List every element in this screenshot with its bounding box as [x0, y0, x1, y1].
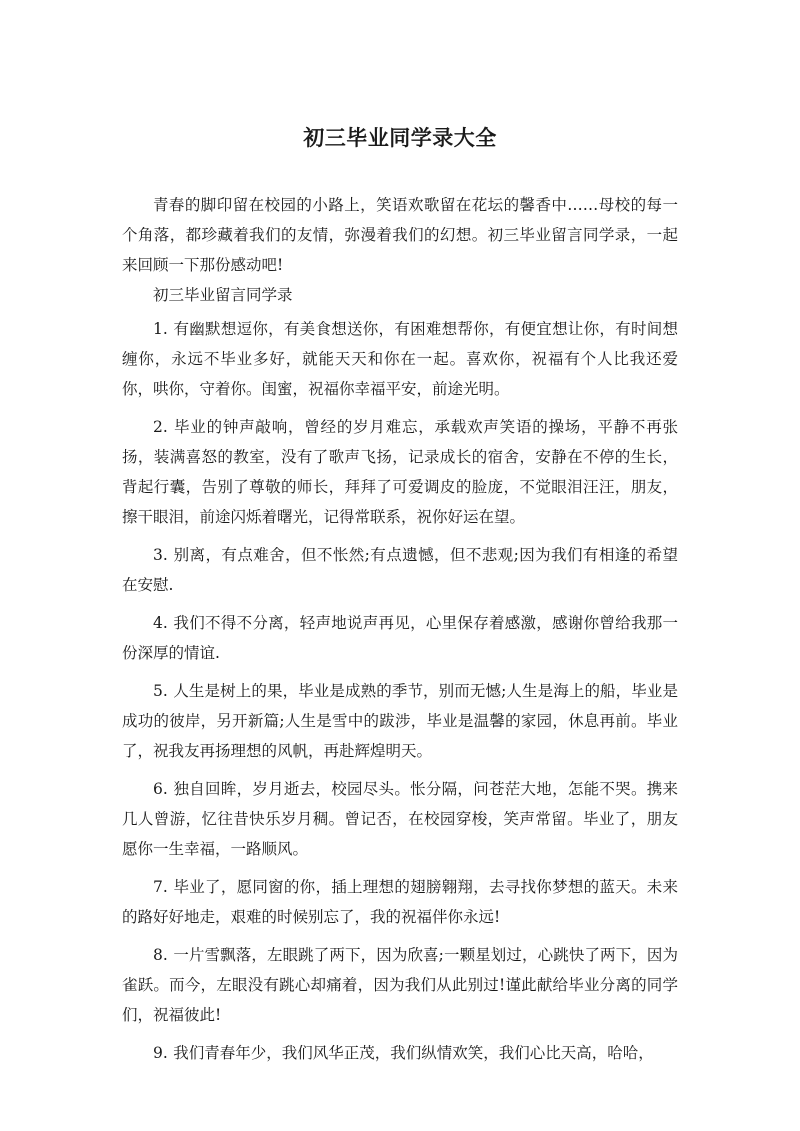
- item-text: 毕业了，愿同窗的你，插上理想的翅膀翱翔，去寻找你梦想的蓝天。未来的路好好地走，艰难的时候别忘了，我的祝福伴你永远!: [122, 878, 678, 926]
- list-item: [122, 774, 678, 864]
- item-text: 我们不得不分离，轻声地说声再见，心里保存着感激，感谢你曾给我那一份深厚的情谊.: [122, 614, 678, 662]
- item-number: 8.: [153, 946, 168, 964]
- item-text: 有幽默想逗你，有美食想送你，有困难想帮你，有便宜想让你，有时间想缠你，永远不毕业多好，就能天天和你在一起。喜欢你，祝福有个人比我还爱你，哄你，守着你。闺蜜，祝福你幸福平安，前途光明。: [122, 320, 678, 398]
- item-number: 5.: [153, 682, 168, 700]
- item-number: 6.: [153, 780, 168, 798]
- document-title: 初三毕业同学录大全: [303, 126, 497, 150]
- list-item: [122, 608, 678, 668]
- item-text: 独自回眸，岁月逝去，校园尽头。怅分隔，问苍茫大地，怎能不哭。携来几人曾游，忆往昔快乐岁月稠。曾记否，在校园穿梭，笑声常留。毕业了，朋友愿你一生幸福，一路顺风。: [122, 780, 678, 858]
- item-number: 1.: [153, 320, 168, 338]
- section-subheading: 初三毕业留言同学录: [153, 286, 293, 304]
- item-text: 毕业的钟声敲响，曾经的岁月难忘，承载欢声笑语的操场，平静不再张扬，装满喜怒的教室，没有了歌声飞扬，记录成长的宿舍，安静在不停的生长，背起行囊，告别了尊敬的师长，拜拜了可爱调皮的脸庞，不觉眼泪汪汪，朋友，擦干眼泪，前途闪烁着曙光，记得常联系，祝你好运在望。: [122, 418, 678, 526]
- list-item: [122, 1038, 678, 1068]
- list-item: [122, 676, 678, 766]
- list-item: [122, 940, 678, 1030]
- item-text: 别离，有点难舍，但不怅然;有点遗憾，但不悲观;因为我们有相逢的希望在安慰.: [122, 546, 678, 594]
- list-item: [122, 540, 678, 600]
- item-number: 9.: [153, 1044, 168, 1062]
- list-item: [122, 872, 678, 932]
- intro-paragraph: 青春的脚印留在校园的小路上，笑语欢歌留在花坛的馨香中……母校的每一个角落，都珍藏着我们的友情，弥漫着我们的幻想。初三毕业留言同学录，一起来回顾一下那份感动吧!: [122, 196, 678, 274]
- item-number: 2.: [153, 418, 168, 436]
- item-text: 人生是树上的果，毕业是成熟的季节，别而无憾;人生是海上的船，毕业是成功的彼岸，另开新篇;人生是雪中的跋涉，毕业是温馨的家园，休息再前。毕业了，祝我友再扬理想的风帆，再赴辉煌明天。: [122, 682, 678, 760]
- list-item: [122, 314, 678, 404]
- item-text: 我们青春年少，我们风华正茂，我们纵情欢笑，我们心比天高，哈哈，: [173, 1044, 654, 1062]
- item-number: 3.: [153, 546, 168, 564]
- item-number: 4.: [153, 614, 168, 632]
- item-number: 7.: [153, 878, 168, 896]
- list-item: [122, 412, 678, 532]
- item-text: 一片雪飘落，左眼跳了两下，因为欣喜;一颗星划过，心跳快了两下，因为雀跃。而今，左眼没有跳心却痛着，因为我们从此别过!谨此献给毕业分离的同学们，祝福彼此!: [122, 946, 678, 1024]
- document-body: [122, 190, 678, 1076]
